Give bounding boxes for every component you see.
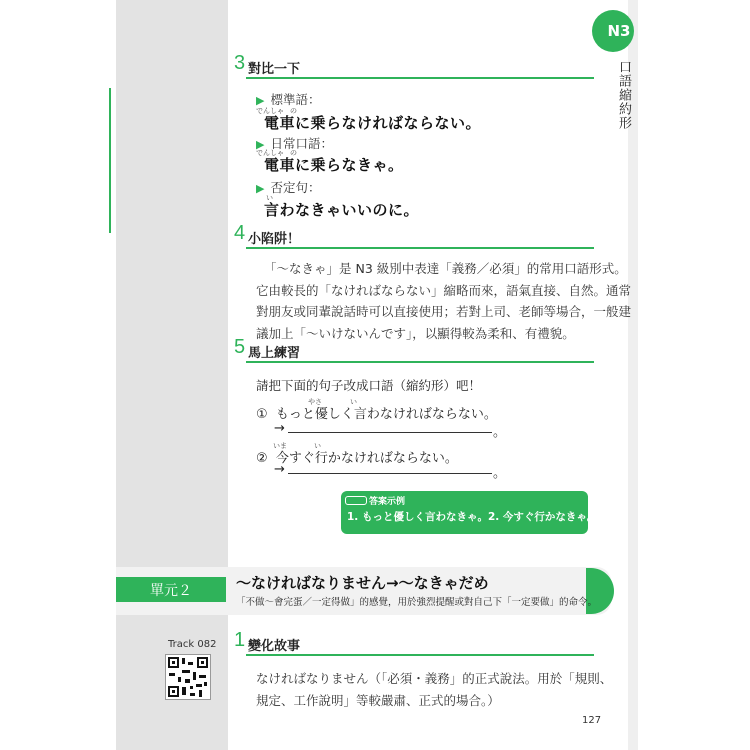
furigana: の <box>290 149 297 157</box>
section-3-header <box>234 52 594 78</box>
furigana: でんしゃ <box>256 107 284 115</box>
answer-text: 1. もっと優しく言わなきゃ。2. 今すぐ行かなきゃ。 <box>347 511 598 523</box>
furigana: でんしゃ <box>256 149 284 157</box>
furigana: いま <box>273 442 287 450</box>
section-title: 小陷阱！ <box>248 232 301 247</box>
exercise-number: ② <box>256 451 268 466</box>
answer-blank-1[interactable] <box>288 432 492 433</box>
paragraph-line: 它由較長的「なければならない」縮略而來，語氣直接、自然。通常 <box>256 282 632 298</box>
answer-period: 。 <box>493 466 507 481</box>
section-number: 3 <box>234 52 246 74</box>
section-number: 5 <box>234 336 246 358</box>
triangle-right-icon: ▶ <box>256 182 265 195</box>
section-title: 馬上練習 <box>248 346 301 361</box>
section-4-header <box>234 222 594 248</box>
section-1-header <box>234 629 594 655</box>
furigana: い <box>314 442 321 450</box>
pencil-icon <box>345 496 367 505</box>
section-rule <box>246 247 594 249</box>
unit-title: ～なければなりません→～なきゃだめ <box>236 574 489 592</box>
section-number: 1 <box>234 629 246 651</box>
answer-box <box>341 491 598 534</box>
section-rule <box>246 654 594 656</box>
paragraph-line: 議加上「～いけないんです」，以顯得較為柔和、有禮貌。 <box>256 325 575 341</box>
example-sentence: 電車に乗らなきゃ。 <box>264 156 404 174</box>
section-rule <box>246 361 594 363</box>
exercise-sentence: もっと優しく言わなければならない。 <box>275 407 497 422</box>
triangle-right-icon: ▶ <box>256 138 265 151</box>
chapter-tab: N3 <box>607 22 631 40</box>
unit-subtitle: 「不做～會完蛋／一定得做」的感覺，用於強烈提醒或對自己下「一定要做」的命令。 <box>236 597 598 608</box>
qr-code-icon[interactable] <box>165 654 211 700</box>
exercise-2 <box>256 447 458 466</box>
exercise-1 <box>256 403 497 422</box>
example-sentence: 言わなきゃいいのに。 <box>264 201 420 219</box>
bullet-colloquial: ▶ 日常口語： <box>256 136 333 151</box>
paragraph-line: 規定、工作說明」等較嚴肅、正式的場合。） <box>256 692 500 708</box>
section-number: 4 <box>234 222 246 244</box>
bullet-negative: ▶ 否定句： <box>256 180 321 195</box>
explanation-paragraph <box>256 258 631 344</box>
unit-label: 單元２ <box>150 582 192 599</box>
track-label: Track 082 <box>168 639 217 650</box>
furigana: い <box>350 398 357 406</box>
paragraph-line: 對朋友或同輩說話時可以直接使用；若對上司、老師等場合，一般建 <box>256 304 632 319</box>
furigana: やさ <box>308 398 322 406</box>
answer-blank-2[interactable] <box>288 473 492 474</box>
answer-arrow: → <box>274 421 285 436</box>
exercise-sentence: 今すぐ行かなければならない。 <box>275 451 458 466</box>
page-number: 127 <box>582 715 602 726</box>
bullet-standard: ▶ 標準語： <box>256 92 321 107</box>
paragraph-line: なければなりません（「必須・義務」的正式說法。用於「規則、 <box>256 671 613 686</box>
accent-line <box>109 88 111 233</box>
story-paragraph <box>256 668 612 711</box>
side-title: 口語縮約形 <box>616 60 631 130</box>
section-rule <box>246 77 594 79</box>
triangle-right-icon: ▶ <box>256 94 265 107</box>
exercise-instruction: 請把下面的句子改成口語（縮約形）吧！ <box>256 378 482 393</box>
answer-heading: 答案示例 <box>369 497 406 507</box>
paragraph-line: 「～なきゃ」是 N3 級別中表達「義務／必須」的常用口語形式。 <box>264 261 627 276</box>
answer-period: 。 <box>493 425 507 440</box>
section-5-header <box>234 336 594 362</box>
left-margin-band <box>116 0 228 750</box>
section-title: 對比一下 <box>248 62 301 77</box>
exercise-number: ① <box>256 407 268 422</box>
answer-arrow: → <box>274 462 285 477</box>
furigana: の <box>290 107 297 115</box>
section-title: 變化故事 <box>248 639 301 654</box>
furigana: い <box>266 194 273 202</box>
example-sentence: 電車に乗らなければならない。 <box>264 114 482 132</box>
